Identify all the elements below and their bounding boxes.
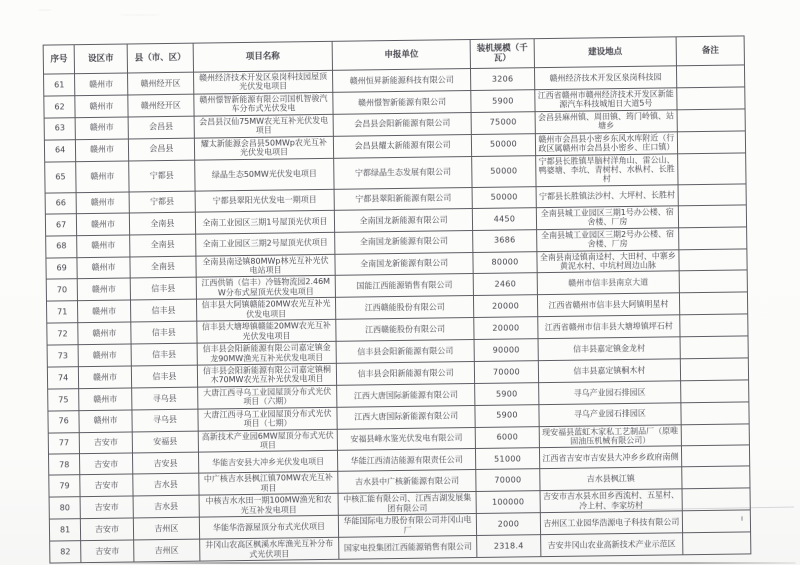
cell-seq: 75 <box>48 388 80 410</box>
cell-applicant: 全南国龙新能源有限公司 <box>334 208 473 232</box>
cell-applicant: 江西大唐国际新能源有限公司 <box>336 383 475 407</box>
cell-capacity: 5900 <box>471 90 534 113</box>
cell-project: 中核吉水水田一期100MW渔光和农光互补发电项目 <box>199 494 338 518</box>
cell-seq: 65 <box>45 161 77 193</box>
cell-project: 会昌县汉仙75MW农光互补光伏发电项目 <box>194 114 333 138</box>
cell-project: 全南县南迳镇80MWp林光互补光伏电站项目 <box>196 254 335 278</box>
cell-note <box>679 270 747 293</box>
cell-city: 吉安市 <box>80 474 133 497</box>
cell-city: 赣州市 <box>79 388 132 411</box>
cell-applicant: 赣州恒昇新能源科技有限公司 <box>332 69 471 93</box>
cell-seq: 81 <box>49 519 81 541</box>
cell-note <box>681 380 749 403</box>
cell-location: 江西省赣州市赣州经济技术开发区新能源汽车科技城旭日大道5号 <box>534 88 677 112</box>
cell-note <box>679 248 747 271</box>
cell-project: 井冈山农高区枫溪水库渔光互补分布式光伏项目 <box>200 537 339 561</box>
cell-location: 江西省吉安市吉安县大冲乡乡政府南侧 <box>539 446 682 469</box>
cell-city: 吉安市 <box>79 432 132 455</box>
cell-county: 信丰县 <box>130 321 197 344</box>
cell-seq: 68 <box>46 235 78 257</box>
cell-note <box>677 65 745 88</box>
cell-location: 赣州经济技术开发区泉岗科技园 <box>534 66 677 90</box>
cell-seq: 76 <box>48 410 80 432</box>
cell-capacity: 2460 <box>474 273 537 296</box>
cell-capacity: 70000 <box>476 469 539 492</box>
cell-project: 全南工业园区三期1号屋顶光伏项目 <box>195 210 334 234</box>
cell-applicant: 全南国龙新能源有限公司 <box>334 230 473 254</box>
cell-note <box>681 358 749 381</box>
cell-note <box>682 466 750 489</box>
cell-city: 赣州市 <box>75 95 128 118</box>
cell-capacity: 3206 <box>471 68 534 91</box>
cell-county: 寻乌县 <box>132 409 199 432</box>
cell-location: 赣州市会昌县小密乡东风水库附近（行政区属赣州市会昌县小密乡、庄口镇） <box>535 131 678 155</box>
cell-location: 寻乌产业园石排园区 <box>538 402 681 426</box>
cell-applicant: 国能江西能源销售有限公司 <box>335 274 474 298</box>
project-table-container <box>43 35 752 563</box>
cell-note <box>680 292 748 315</box>
cell-county: 吉州区 <box>133 539 200 562</box>
header-seq: 序号 <box>43 45 75 74</box>
cell-county: 宁都县 <box>128 160 195 192</box>
cell-applicant: 华能江西清洁能源有限责任公司 <box>337 449 476 472</box>
cell-seq: 62 <box>44 96 76 118</box>
cell-city: 赣州市 <box>77 278 130 301</box>
cell-seq: 82 <box>50 541 82 563</box>
cell-capacity: 75000 <box>472 111 535 134</box>
cell-capacity: 3686 <box>473 229 536 252</box>
cell-capacity: 6000 <box>476 426 539 449</box>
cell-county: 吉水县 <box>132 474 199 497</box>
cell-note <box>677 87 745 110</box>
cell-note <box>682 445 750 467</box>
cell-capacity: 50000 <box>473 186 536 208</box>
cell-capacity: 5900 <box>475 404 538 427</box>
cell-applicant: 江西赣能股份有限公司 <box>335 296 474 320</box>
cell-location: 现安福县蓝虹木家私工艺制品厂（原唯固油压机械有限公司） <box>539 424 682 448</box>
cell-project: 赣州经济技术开发区泉岗科技园屋顶光伏发电项目 <box>194 70 333 94</box>
cell-capacity: 100000 <box>477 491 540 514</box>
cell-note <box>679 227 747 250</box>
cell-note <box>681 423 749 446</box>
cell-seq: 70 <box>46 279 78 301</box>
cell-applicant: 吉水县中广核新能源有限公司 <box>338 470 477 494</box>
cell-county: 赣州经开区 <box>128 94 195 117</box>
cell-location: 寻乌产业园石排园区 <box>538 381 681 405</box>
header-city: 设区市 <box>74 44 127 74</box>
cell-county: 信丰县 <box>131 365 198 388</box>
cell-note <box>677 109 745 132</box>
cell-project: 信丰县会阳新能源有限公司嘉定镇金龙90MW渔光互补光伏发电项目 <box>197 341 336 365</box>
cell-project: 耀太新能源会昌县50MWp农光互补光伏发电项目 <box>194 136 333 160</box>
header-note: 备注 <box>676 36 744 66</box>
cell-project: 全南工业园区三期2号屋顶光伏项目 <box>196 232 335 256</box>
cell-seq: 61 <box>44 74 76 96</box>
cell-applicant: 会昌县会阳新能源有限公司 <box>333 112 472 136</box>
cell-project: 绿晶生态50MW光伏发电项目 <box>195 158 334 191</box>
cell-county: 安福县 <box>132 431 199 454</box>
cell-project: 赣州憬智新能源有限公司国机智骏汽车分布式光伏发电 <box>194 92 333 116</box>
cell-applicant: 江西赣能股份有限公司 <box>336 318 475 342</box>
cell-county: 寻乌县 <box>131 387 198 410</box>
cell-applicant: 宁都绿晶生态发展有限公司 <box>333 156 472 189</box>
cell-county: 全南县 <box>129 212 196 235</box>
cell-capacity: 20000 <box>474 317 537 340</box>
cell-location: 吉安井冈山农业高新技术产业示范区 <box>540 533 683 557</box>
cell-city: 吉安市 <box>80 496 133 519</box>
cell-project: 高新技术产业园6MW屋顶分布式光伏项目 <box>198 429 337 453</box>
cell-applicant: 安福县峰水鉴光伏发电有限公司 <box>337 427 476 451</box>
cell-city: 赣州市 <box>77 235 130 258</box>
cell-county: 吉州区 <box>133 517 200 540</box>
cell-project: 中广核吉水县枫江镇70MW农光互补项目 <box>199 472 338 496</box>
cell-location: 全南县城工业园区三期1号办公楼、宿舍楼、厂房 <box>536 206 679 230</box>
cell-location: 信丰县嘉定镇金龙村 <box>538 337 681 361</box>
cell-city: 吉安市 <box>81 518 134 541</box>
cell-city: 赣州市 <box>78 300 131 323</box>
project-table-body <box>44 65 751 563</box>
cell-project: 大唐江西寻乌工业园屋顶分布式光伏项目（七期） <box>198 407 337 431</box>
cell-capacity: 51000 <box>476 448 539 470</box>
cell-location: 信丰县嘉定镇桐木村 <box>538 359 681 383</box>
cell-seq: 74 <box>47 367 79 389</box>
cell-project: 华能吉安县大冲乡光伏发电项目 <box>199 451 338 474</box>
cell-note <box>679 205 747 228</box>
cell-capacity: 50000 <box>472 155 535 187</box>
cell-capacity: 90000 <box>475 339 538 362</box>
cell-seq: 77 <box>48 432 80 454</box>
cell-county: 全南县 <box>130 256 197 279</box>
cell-capacity: 20000 <box>474 295 537 318</box>
cell-city: 赣州市 <box>76 161 129 193</box>
cell-note <box>678 131 746 154</box>
cell-note <box>680 336 748 359</box>
cell-note <box>678 152 746 184</box>
scan-speck <box>120 14 160 16</box>
cell-seq: 71 <box>46 301 78 323</box>
cell-capacity: 2000 <box>477 513 540 536</box>
cell-seq: 80 <box>49 497 81 519</box>
cell-location: 江西省赣州市信丰县大塘埠镇坪石村 <box>537 315 680 339</box>
cell-capacity: 5900 <box>475 382 538 405</box>
cell-applicant: 江西大唐国际新能源有限公司 <box>337 405 476 429</box>
cell-project: 信丰县会阳新能源有限公司嘉定镇桐木70MW农光互补光伏发电项目 <box>197 363 336 387</box>
cell-seq: 66 <box>45 193 77 214</box>
cell-county: 宁都县 <box>129 191 196 213</box>
cell-county: 信丰县 <box>130 278 197 301</box>
cell-location: 吉水县枫江镇 <box>539 467 682 491</box>
cell-seq: 73 <box>47 345 79 367</box>
cell-location: 江西省赣州市信丰县大阿镇明星村 <box>537 293 680 317</box>
cell-capacity: 70000 <box>475 361 538 384</box>
cell-location: 会昌县麻州镇、周田镇、筠门岭镇、站塘乡 <box>535 110 678 134</box>
cell-project: 信丰县大塘埠镇赣能20MW农光互补光伏发电项目 <box>197 319 336 343</box>
cell-capacity: 2318.4 <box>477 535 540 558</box>
cell-seq: 63 <box>44 117 76 139</box>
cell-county: 赣州经开区 <box>127 72 194 95</box>
cell-project: 宁都县翠阳光伏发电一期项目 <box>195 189 334 212</box>
cell-location: 宁都县长胜镇法沙村、大坪村、长胜村 <box>536 185 679 208</box>
cell-city: 赣州市 <box>77 257 130 280</box>
cell-location: 宁都县长胜镇旱脑村洋角山、雷公山、鸭婆塘、李坑、青树村、水枞村、长胜村 <box>535 153 678 186</box>
cell-location: 吉安市吉水县水田乡西流村、五星村、冷上村、李家坊村 <box>540 489 683 513</box>
cell-location: 吉州区工业园华浩源电子科技有限公司 <box>540 511 683 535</box>
cell-applicant: 宁都县翠阳新能源有限公司 <box>334 187 473 210</box>
cell-applicant: 赣州憬智新能源有限公司 <box>333 90 472 114</box>
cell-city: 赣州市 <box>75 73 128 96</box>
cell-city: 赣州市 <box>79 366 132 389</box>
cell-seq: 64 <box>44 139 76 161</box>
cell-applicant: 中核汇能有限公司、江西吉湖发展集团有限公司 <box>338 492 477 516</box>
cell-capacity: 4450 <box>473 207 536 230</box>
cell-applicant: 全南国龙新能源有限公司 <box>335 252 474 276</box>
cell-project: 华能华浩源屋顶分布式光伏项目 <box>199 515 338 539</box>
scan-speck <box>741 516 743 521</box>
cell-seq: 69 <box>46 257 78 279</box>
cell-county: 会昌县 <box>128 116 195 139</box>
cell-city: 赣州市 <box>76 192 129 214</box>
cell-project: 江西供销（信丰）冷链物流园2.46MW分布式屋顶光伏发电项目 <box>196 276 335 300</box>
cell-note <box>683 532 751 555</box>
cell-city: 赣州市 <box>76 139 129 162</box>
header-capacity: 装机规模（千瓦） <box>471 39 534 69</box>
cell-location: 全南县城工业园区三期2号办公楼、宿舍楼、厂房 <box>536 227 679 251</box>
cell-county: 信丰县 <box>131 343 198 366</box>
pv-project-table <box>43 35 752 563</box>
cell-capacity: 80000 <box>473 251 536 274</box>
cell-county: 吉安县 <box>132 453 199 475</box>
cell-seq: 78 <box>48 454 80 475</box>
cell-county: 吉水县 <box>133 495 200 518</box>
cell-seq: 72 <box>47 323 79 345</box>
header-county: 县（市、区） <box>127 43 194 73</box>
cell-applicant: 国家电投集团江西能源销售有限公司 <box>338 536 477 560</box>
header-applicant: 申报单位 <box>332 40 471 71</box>
cell-city: 吉安市 <box>80 453 133 475</box>
cell-project: 信丰县大阿镇赣能20MW农光互补光伏发电项目 <box>197 298 336 322</box>
cell-county: 会昌县 <box>128 138 195 161</box>
cell-capacity: 50000 <box>472 133 535 156</box>
cell-county: 信丰县 <box>130 299 197 322</box>
cell-applicant: 信丰县会阳新能源有限公司 <box>336 340 475 364</box>
scan-edge-shadow-bottom <box>90 562 796 564</box>
cell-location: 赣州市信丰县南京大道 <box>537 271 680 295</box>
cell-city: 赣州市 <box>78 344 131 367</box>
cell-seq: 79 <box>49 475 81 497</box>
cell-city: 赣州市 <box>79 410 132 433</box>
cell-city: 赣州市 <box>75 117 128 140</box>
scan-speck <box>38 9 52 11</box>
header-project: 项目名称 <box>193 41 332 72</box>
cell-location: 全南县南迳镇南迳村、大田村、中寨乡黄泥水村、中坑村周边山脉 <box>536 249 679 273</box>
cell-note <box>680 314 748 337</box>
cell-seq: 67 <box>45 213 77 235</box>
cell-note <box>678 184 746 206</box>
cell-note <box>683 510 751 533</box>
cell-project: 大唐江西寻乌工业园屋顶分布式光伏项目（六期） <box>198 385 337 409</box>
cell-applicant: 会昌县耀太新能源有限公司 <box>333 134 472 158</box>
cell-note <box>681 402 749 425</box>
cell-applicant: 信丰县会阳新能源有限公司 <box>336 361 475 385</box>
header-location: 建设地点 <box>534 37 677 68</box>
cell-applicant: 华能国际电力股份有限公司井冈山电厂 <box>338 514 477 538</box>
cell-county: 全南县 <box>129 234 196 257</box>
cell-city: 赣州市 <box>77 213 130 236</box>
cell-city: 吉安市 <box>81 540 134 563</box>
cell-city: 赣州市 <box>78 322 131 345</box>
